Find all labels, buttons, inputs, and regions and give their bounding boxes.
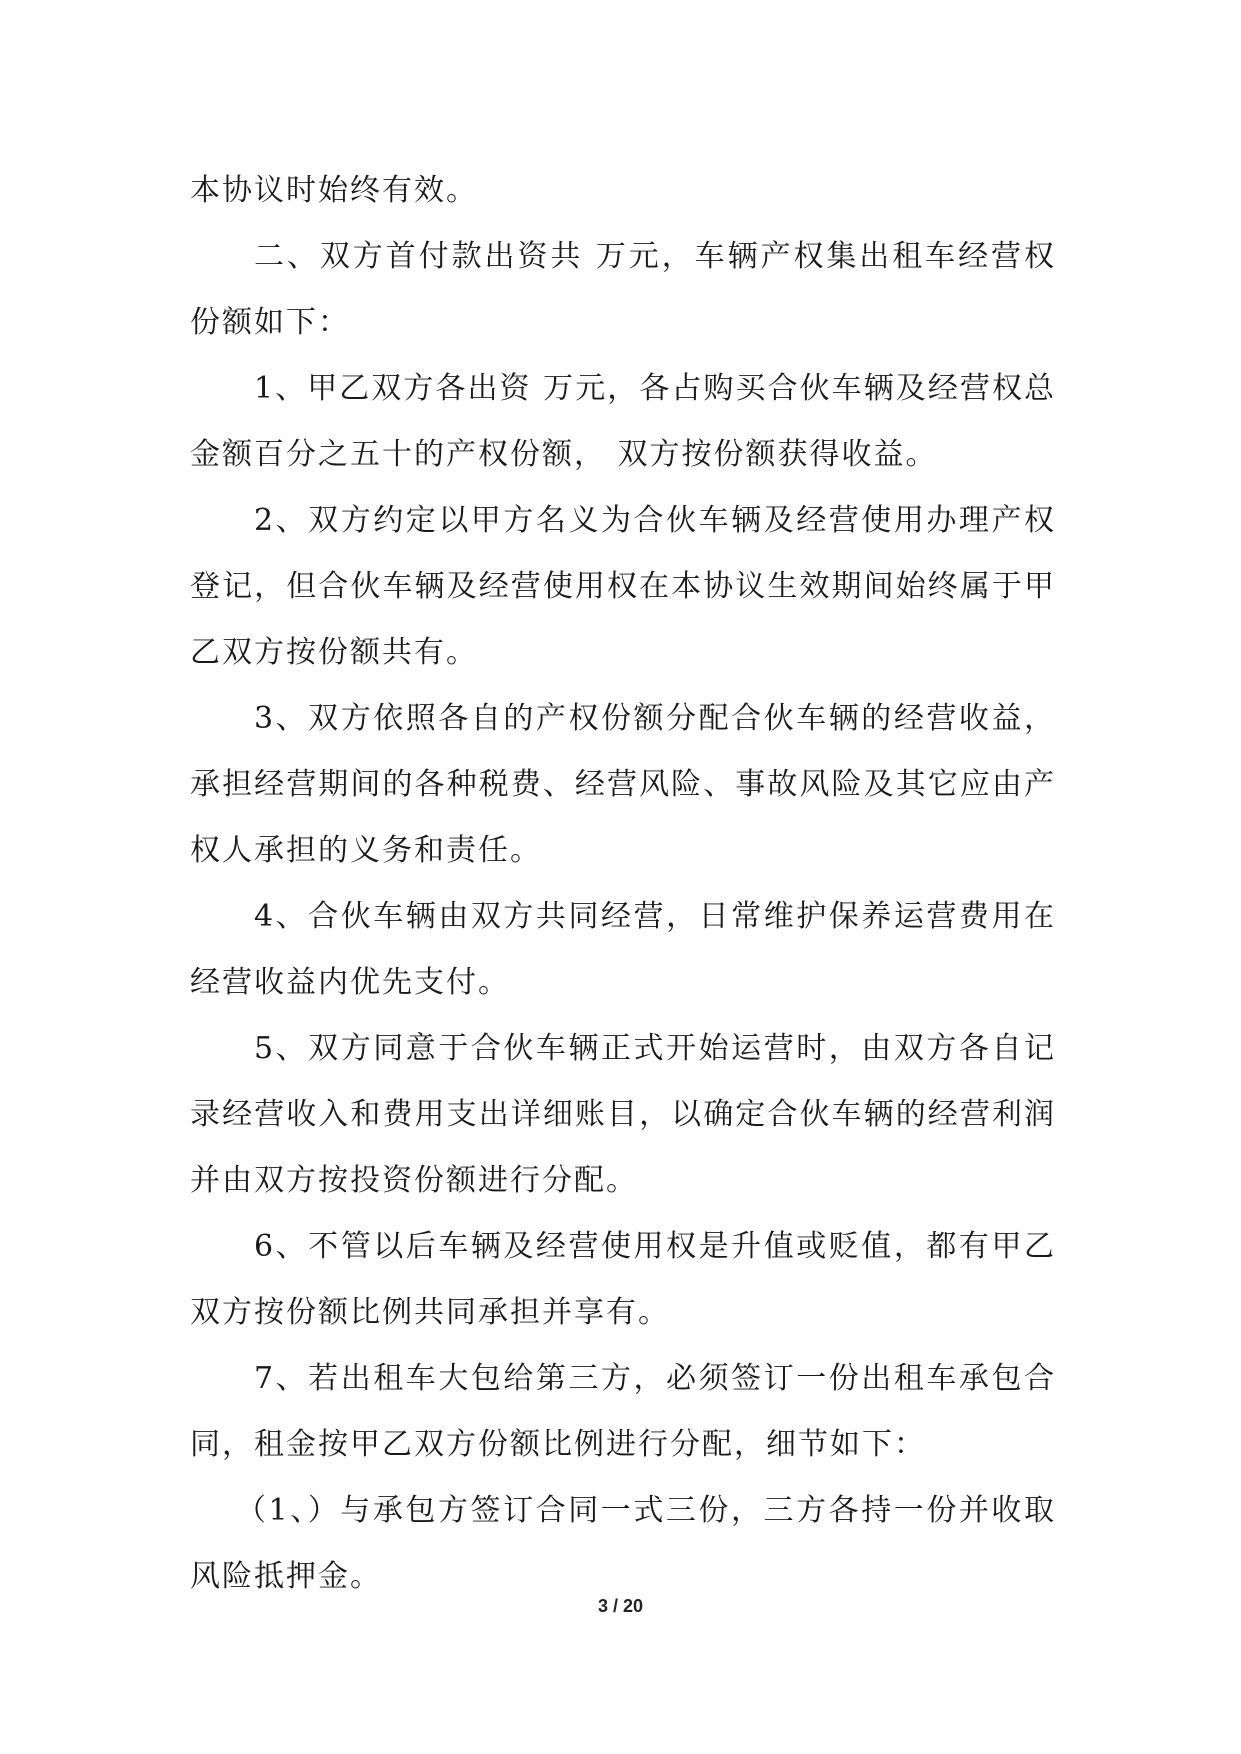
paragraph-continuation: 本协议时始终有效。 (190, 173, 478, 208)
paragraph-item-3: 3、双方依照各自的产权份额分配合伙车辆的经营收益，承担经营期间的各种税费、经营风险、事故风险及其它应由产权人承担的义务和责任。 (190, 701, 1056, 868)
paragraph-item-4: 4、合伙车辆由双方共同经营，日常维护保养运营费用在经营收益内优先支付。 (190, 899, 1056, 1000)
paragraph-item-2: 2、双方约定以甲方名义为合伙车辆及经营使用办理产权登记，但合伙车辆及经营使用权在本协议生效期间始终属于甲乙双方按份额共有。 (190, 503, 1056, 670)
paragraph-item-5: 5、双方同意于合伙车辆正式开始运营时，由双方各自记录经营收入和费用支出详细账目，以确定合伙车辆的经营利润并由双方按投资份额进行分配。 (190, 1031, 1056, 1198)
document-body (190, 158, 1056, 1610)
paragraph-subitem-1: （1、）与承包方签订合同一式三份，三方各持一份并收取风险抵押金。 (190, 1493, 1056, 1594)
paragraph-section-2: 二、双方首付款出资共 万元，车辆产权集出租车经营权份额如下： (190, 239, 1056, 340)
paragraph-item-1: 1、甲乙双方各出资 万元，各占购买合伙车辆及经营权总金额百分之五十的产权份额， 双方按份额获得收益。 (190, 371, 1056, 472)
page-number: 3 / 20 (597, 1596, 644, 1616)
paragraph-item-6: 6、不管以后车辆及经营使用权是升值或贬值，都有甲乙双方按份额比例共同承担并享有。 (190, 1229, 1056, 1330)
paragraph-item-7: 7、若出租车大包给第三方，必须签订一份出租车承包合同，租金按甲乙双方份额比例进行分配，细节如下： (190, 1361, 1056, 1462)
